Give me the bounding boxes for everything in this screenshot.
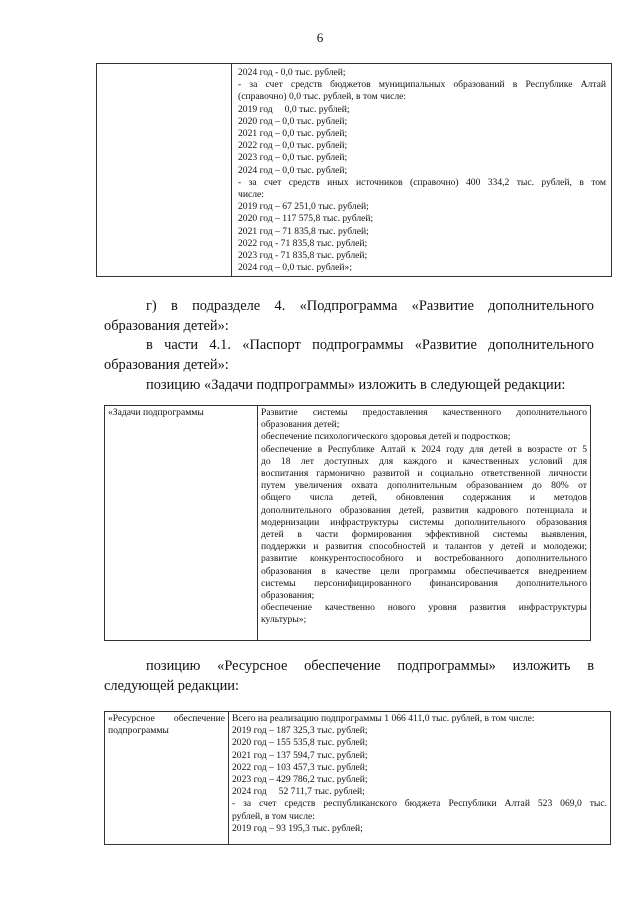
resources-line: 2024 год 52 711,7 тыс. рублей; xyxy=(232,786,365,798)
table1-line: 2021 год – 0,0 тыс. рублей; xyxy=(238,128,348,140)
table1-line: числе: xyxy=(238,189,264,201)
resources-line: Всего на реализацию подпрограммы 1 066 411,0 тыс. рублей, в том числе: xyxy=(232,713,535,724)
tasks-line: общего числа детей, обновления содержания и методов xyxy=(261,492,587,504)
tasks-label-cell xyxy=(105,406,258,641)
resources-line: рублей, в том числе: xyxy=(232,810,315,822)
page-number: 6 xyxy=(316,30,324,45)
paragraph-tasks-intro: позицию «Задачи подпрограммы» изложить в следующей редакции: xyxy=(146,377,566,393)
resources-label-cell xyxy=(105,712,229,845)
table1-line: 2019 год 0,0 тыс. рублей; xyxy=(238,103,350,115)
tasks-line: обеспечение в Республике Алтай к 2024 году для детей в возрасте от 5 xyxy=(261,443,587,455)
tasks-line: модернизации инфраструктуры системы дополнительного образования xyxy=(261,516,587,528)
table1-line: 2020 год – 0,0 тыс. рублей; xyxy=(238,115,348,127)
table1-line: 2023 год – 0,0 тыс. рублей; xyxy=(238,152,348,164)
tasks-line: Развитие системы предоставления качественного дополнительного xyxy=(261,407,587,418)
paragraph-part-line1: в части 4.1. «Паспорт подпрограммы «Развитие дополнительного xyxy=(146,337,594,353)
resources-line: 2020 год – 155 535,8 тыс. рублей; xyxy=(232,737,368,749)
tasks-line: образования; xyxy=(261,590,315,602)
tasks-line: образования в качестве цели программы обеспечивается внедрением xyxy=(261,565,587,577)
table1-left-cell xyxy=(97,64,232,277)
table1-line: 2022 год – 0,0 тыс. рублей; xyxy=(238,140,348,152)
paragraph-g-line2: образования детей»: xyxy=(104,318,229,334)
table1-line: - за счет средств иных источников (справочно) 400 334,2 тыс. рублей, в том xyxy=(238,176,606,188)
tasks-line: до 18 лет доступных для каждого и качественных условий для xyxy=(261,455,587,467)
paragraph-part-line2: образования детей»: xyxy=(104,357,229,373)
resources-label-line1: «Ресурсное обеспечение xyxy=(108,713,225,724)
resources-label-line2: подпрограммы xyxy=(108,725,169,737)
resources-line: 2022 год – 103 457,3 тыс. рублей; xyxy=(232,761,368,773)
table1-line: 2020 год – 117 575,8 тыс. рублей; xyxy=(238,213,374,225)
resources-line: 2021 год – 137 594,7 тыс. рублей; xyxy=(232,749,368,761)
table1-line: 2024 год – 0,0 тыс. рублей»; xyxy=(238,262,352,274)
tasks-line: системы персонифицированного финансирования дополнительного xyxy=(261,577,587,589)
table1-line: 2022 год - 71 835,8 тыс. рублей; xyxy=(238,237,368,249)
resources-line: 2023 год – 429 786,2 тыс. рублей; xyxy=(232,774,368,786)
tasks-line: обеспечение психологического здоровья детей и подростков; xyxy=(261,431,511,443)
table1-line: 2024 год – 0,0 тыс. рублей; xyxy=(238,164,348,176)
tasks-label: «Задачи подпрограммы xyxy=(108,407,204,418)
table1-line: - за счет средств бюджетов муниципальных образований в Республике Алтай xyxy=(238,79,606,91)
tasks-line: образования детей; xyxy=(261,419,340,431)
tasks-line: воспитания гармонично развитой и социально ответственной личности xyxy=(261,468,587,480)
tasks-line: поддержки и развития способностей и талантов у детей и молодежи; xyxy=(261,541,587,553)
resources-line: 2019 год – 187 325,3 тыс. рублей; xyxy=(232,725,368,737)
table1-line: 2024 год - 0,0 тыс. рублей; xyxy=(238,67,346,78)
tasks-line: развитие конкурентоспособного и востребованного дополнительного xyxy=(261,553,587,565)
tasks-line: путем увеличения охвата дополнительным образованием до 80% от xyxy=(261,480,587,492)
tasks-line: детей в части формирования эффективной системы выявления, xyxy=(261,529,587,541)
paragraph-resources-line2: следующей редакции: xyxy=(104,678,239,694)
resources-line: - за счет средств республиканского бюджета Республики Алтай 523 069,0 тыс. xyxy=(232,798,607,810)
resources-table xyxy=(104,711,611,845)
resources-line: 2019 год – 93 195,3 тыс. рублей; xyxy=(232,822,363,834)
tasks-table xyxy=(104,405,591,641)
table1-line: 2021 год – 71 835,8 тыс. рублей; xyxy=(238,225,369,237)
resources-content-cell xyxy=(229,712,611,845)
table1-right-cell xyxy=(232,64,612,277)
tasks-content-cell xyxy=(258,406,591,641)
table1-line: (справочно) 0,0 тыс. рублей, в том числе: xyxy=(238,91,407,103)
tasks-line: дополнительного образования детей, развития кадрового потенциала и xyxy=(261,504,587,516)
tasks-line: обеспечение качественно нового уровня развития инфраструктуры xyxy=(261,602,587,614)
funding-continuation-table xyxy=(96,63,612,277)
paragraph-resources-line1: позицию «Ресурсное обеспечение подпрограммы» изложить в xyxy=(146,658,594,674)
table1-line: 2019 год – 67 251,0 тыс. рублей; xyxy=(238,201,369,213)
table1-line: 2023 год - 71 835,8 тыс. рублей; xyxy=(238,250,368,262)
paragraph-g-line1: г) в подразделе 4. «Подпрограмма «Развитие дополнительного xyxy=(146,298,594,314)
tasks-line: культуры»; xyxy=(261,614,307,626)
